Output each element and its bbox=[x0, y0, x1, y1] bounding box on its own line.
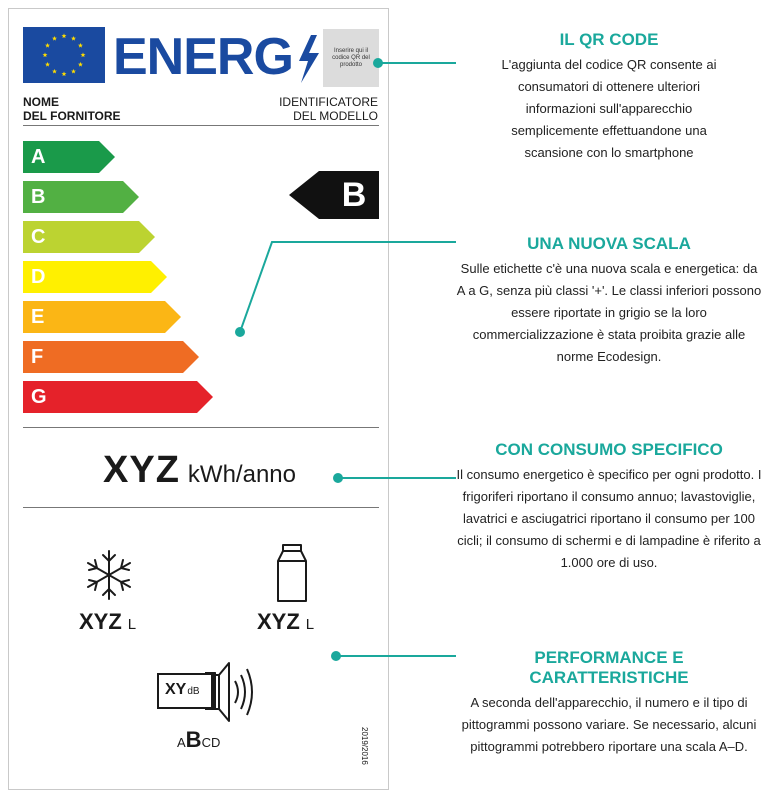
scale-letter-a: A bbox=[31, 146, 46, 168]
section-body: A seconda dell'apparecchio, il numero e il tipo di pittogrammi possono variare. Se necessario, alcuni pittogrammi potrebbero riportare una scala A–D. bbox=[461, 695, 757, 754]
consumption-value: XYZ bbox=[103, 449, 180, 491]
fridge-volume-value: XYZ bbox=[257, 609, 300, 634]
qr-code-placeholder-text: Inserire qui il codice QR del prodotto bbox=[332, 47, 370, 68]
consumption-unit: kWh/anno bbox=[187, 461, 296, 488]
connector-dot-scale bbox=[236, 328, 244, 336]
class-indicator-letter: B bbox=[341, 176, 367, 214]
noise-scale-cd: CD bbox=[201, 735, 221, 750]
section-title: IL QR CODE bbox=[559, 30, 659, 49]
section-body: L'aggiunta del codice QR consente ai consumatori di ottenere ulteriori informazioni sull'apparecchio semplicemente effettuandone una scansione con lo smartphone bbox=[501, 57, 717, 160]
noise-unit: dB bbox=[187, 686, 200, 697]
noise-scale-b: B bbox=[185, 727, 202, 752]
connector-dot-qr bbox=[374, 59, 382, 67]
noise-scale-a: A bbox=[177, 735, 186, 750]
section-title: CON CONSUMO SPECIFICO bbox=[495, 440, 723, 459]
section-title: PERFORMANCE E CARATTERISTICHE bbox=[529, 648, 689, 687]
supplier-line-2: DEL FORNITORE bbox=[23, 109, 121, 123]
energy-wordmark: ENERG bbox=[113, 28, 293, 86]
section-body: Il consumo energetico è specifico per ogni prodotto. I frigoriferi riportano il consumo annuo; lavastoviglie, lavatrici e asciugatrici riportano il consumo per 100 cicli; il consumo di schermi e di lampadine è riferito a 1.000 ore di uso. bbox=[456, 467, 762, 570]
connector-scale bbox=[240, 242, 456, 332]
supplier-line-1: NOME bbox=[23, 95, 59, 109]
scale-letter-g: G bbox=[31, 386, 47, 408]
fridge-volume-unit: L bbox=[305, 616, 315, 633]
section-body: Sulle etichette c'è una nuova scala e energetica: da A a G, senza più classi '+'. Le classi inferiori possono essere riportate in grigio se la loro commercializzazione è stata proibita grazie alle norme Ecodesign. bbox=[456, 261, 762, 364]
scale-letter-f: F bbox=[31, 346, 44, 368]
section-consumption bbox=[456, 440, 762, 574]
scale-letter-d: D bbox=[31, 266, 46, 288]
section-new-scale bbox=[456, 234, 762, 368]
section-qr-code bbox=[456, 30, 762, 164]
connector-dot-consumption bbox=[334, 474, 342, 482]
freezer-volume-unit: L bbox=[127, 616, 137, 633]
model-line-2: DEL MODELLO bbox=[293, 109, 378, 123]
scale-letter-b: B bbox=[31, 186, 46, 208]
noise-value: XY bbox=[165, 681, 187, 698]
connector-dot-performance bbox=[332, 652, 340, 660]
model-line-1: IDENTIFICATORE bbox=[279, 95, 378, 109]
freezer-volume-value: XYZ bbox=[79, 609, 122, 634]
scale-letter-e: E bbox=[31, 306, 45, 328]
section-performance bbox=[456, 648, 762, 758]
scale-letter-c: C bbox=[31, 226, 46, 248]
section-title: UNA NUOVA SCALA bbox=[527, 234, 691, 253]
regulation-number: 2019/2016 bbox=[360, 727, 369, 765]
